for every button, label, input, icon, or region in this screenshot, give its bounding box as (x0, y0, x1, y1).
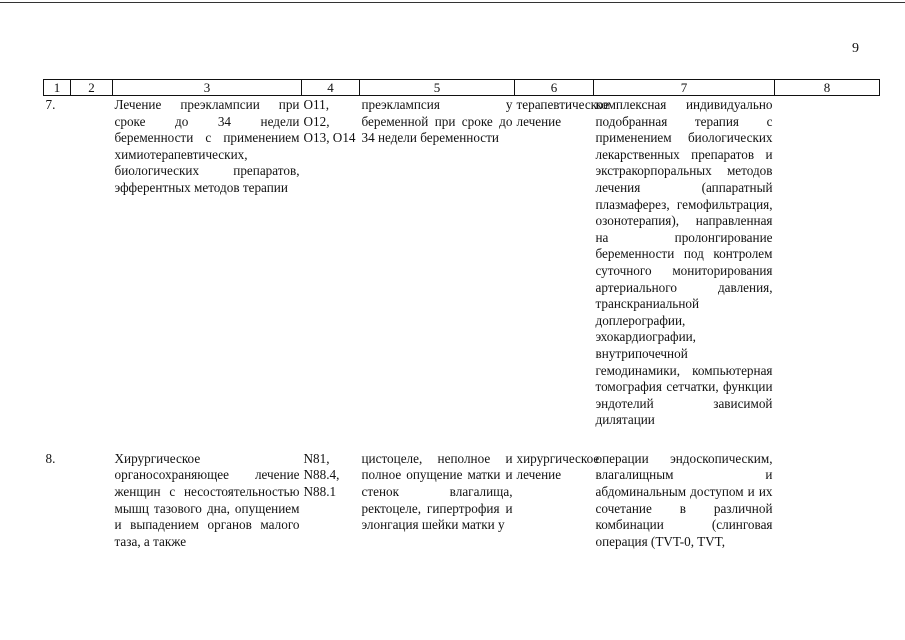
col-header-7: 7 (594, 80, 775, 96)
row-number: 7. (45, 97, 56, 112)
page-number: 9 (852, 41, 859, 56)
treatment-method: операции эндоскопическим, влагалищным и абдоминальным доступом и их сочетание в различной комбинации (слинговая операция (TVT-0, TVT, (595, 450, 773, 549)
treatment-method: комплексная индивидуально подобранная терапия с применением биологических лекарственных препаратов и экстракорпоральных методов лечения (аппаратный плазмаферез, гемофильтрация, озонотерапия), направленная на пролонгирование беременности под контролем суточного мониторирования артериального давления, транскраниальной доплерографии, эхокардиографии, внутрипочечной гемодинамики, компьютерная томография сетчатки, функции эндотелий зависимой дилятации (595, 97, 773, 428)
cell-empty (71, 451, 113, 591)
cost-cell (775, 96, 880, 429)
col-header-1: 1 (44, 80, 71, 96)
patient-model: цистоцеле, неполное и полное опущение матки и стенок влагалища, ректоцеле, гипертрофия и элонгация шейки матки у (361, 450, 513, 533)
medical-care-table (43, 79, 880, 591)
col-header-6: 6 (515, 80, 594, 96)
table-row (44, 451, 880, 591)
icd-codes: N81, N88.4, N88.1 (303, 450, 340, 500)
col-header-4: 4 (302, 80, 360, 96)
icd-codes: O11, O12, O13, O14 (303, 97, 356, 146)
row-spacer (44, 429, 880, 451)
treatment-type: терапевтическое лечение (516, 97, 610, 129)
column-number-row (44, 80, 880, 96)
care-name: Хирургическое органосохраняющее лечение женщин с несостоятельностью мышц тазового дна, опущением и выпадением органов малого таза, а также (114, 450, 300, 549)
treatment-type: хирургическое лечение (516, 450, 600, 483)
table-row (44, 96, 880, 429)
col-header-3: 3 (113, 80, 302, 96)
patient-model: преэклампсия у беременной при сроке до 34 недели беременности (361, 97, 513, 146)
care-name: Лечение преэклампсии при сроке до 34 недели беременности с применением химиотерапевтических, биологических препаратов, эфферентных методов терапии (114, 97, 300, 195)
col-header-8: 8 (775, 80, 880, 96)
row-number: 8. (45, 450, 56, 466)
col-header-2: 2 (71, 80, 113, 96)
cell-empty (71, 96, 113, 429)
cost-cell (775, 451, 880, 591)
col-header-5: 5 (360, 80, 515, 96)
top-rule (0, 2, 905, 3)
